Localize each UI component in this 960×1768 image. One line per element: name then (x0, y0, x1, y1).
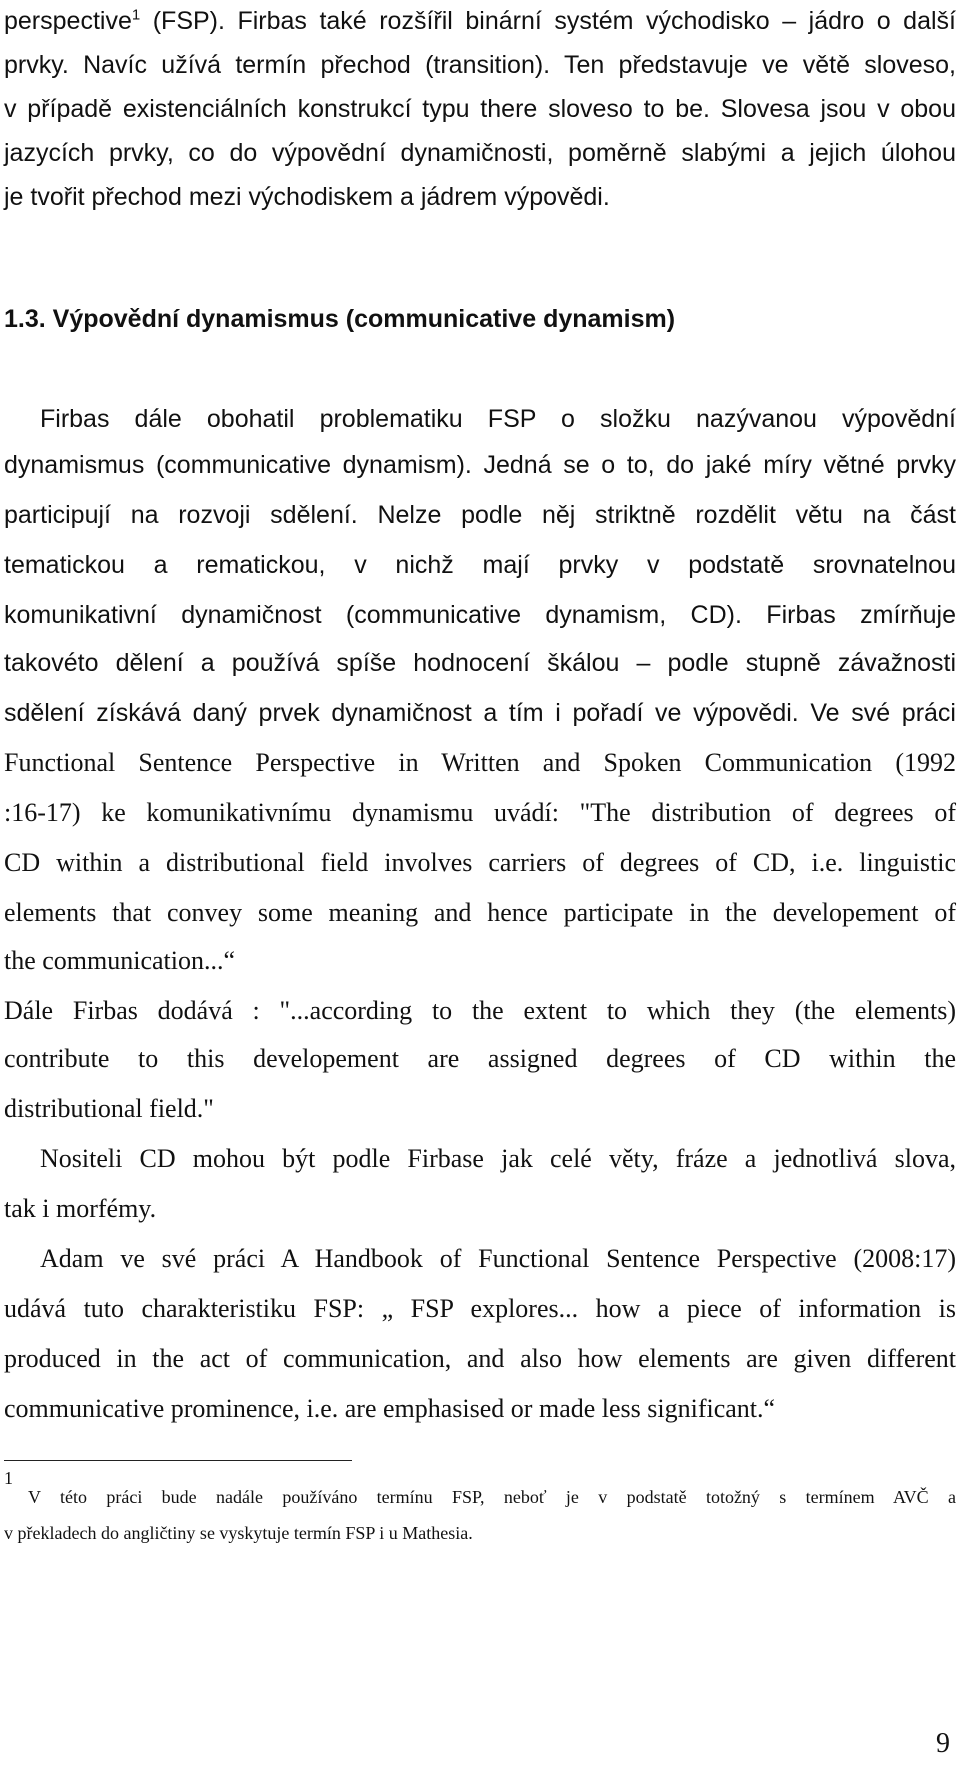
body-line: Nositeli CD mohou být podle Firbase jak celé věty, fráze a jednotlivá slova, (40, 1144, 956, 1173)
section-heading: 1.3. Výpovědní dynamismus (communicative dynamism) (4, 305, 676, 333)
body-line: produced in the act of communication, and also how elements are given different (4, 1344, 956, 1373)
footnote-number: 1 (4, 1468, 13, 1488)
body-line: sdělení získává daný prvek dynamičnost a tím i pořadí ve výpovědi. Ve své práci (4, 699, 956, 727)
body-line: tak i morfémy. (4, 1194, 157, 1223)
footnote-ref: 1 (131, 6, 141, 24)
body-line: v případě existenciálních konstrukcí typu there sloveso to be. Slovesa jsou v obou (4, 95, 956, 123)
footnote-line: V této práci bude nadále používáno termínu FSP, neboť je v podstatě totožný s termínem AVČ a (28, 1487, 956, 1507)
body-line: takovéto dělení a používá spíše hodnocení škálou – podle stupně závažnosti (4, 649, 956, 677)
page-number: 9 (936, 1728, 950, 1759)
body-line: jazycích prvky, co do výpovědní dynamičnosti, poměrně slabými a jejich úlohou (4, 139, 956, 167)
body-line: communicative prominence, i.e. are emphasised or made less significant.“ (4, 1394, 776, 1423)
body-line: udává tuto charakteristiku FSP: „ FSP explores... how a piece of information is (4, 1294, 956, 1323)
body-line: elements that convey some meaning and hence participate in the developement of (4, 898, 956, 927)
body-line: distributional field." (4, 1094, 214, 1123)
footnote-line: v překladech do angličtiny se vyskytuje termín FSP i u Mathesia. (4, 1523, 473, 1543)
body-line: komunikativní dynamičnost (communicative dynamism, CD). Firbas zmírňuje (4, 601, 956, 629)
body-line: Dále Firbas dodává : "...according to the extent to which they (the elements) (4, 996, 956, 1025)
footnote-divider (4, 1460, 352, 1461)
body-line: Adam ve své práci A Handbook of Functional Sentence Perspective (2008:17) (40, 1244, 956, 1273)
body-line: the communication...“ (4, 946, 236, 975)
body-line: perspective$^1$ (FSP). Firbas také rozšířil binární systém východisko – jádro o další (4, 6, 956, 35)
body-line: Functional Sentence Perspective in Written and Spoken Communication (1992 (4, 748, 956, 777)
body-line: tematickou a rematickou, v nichž mají prvky v podstatě srovnatelnou (4, 551, 956, 579)
body-line: participují na rozvoji sdělení. Nelze podle něj striktně rozdělit větu na část (4, 501, 956, 529)
body-line: Firbas dále obohatil problematiku FSP o složku nazývanou výpovědní (40, 405, 956, 433)
body-line: prvky. Navíc užívá termín přechod (transition). Ten představuje ve větě sloveso, (4, 51, 956, 79)
body-line: dynamismus (communicative dynamism). Jedná se o to, do jaké míry větné prvky (4, 451, 956, 479)
body-line: contribute to this developement are assigned degrees of CD within the (4, 1044, 956, 1073)
body-line: je tvořit přechod mezi východiskem a jádrem výpovědi. (4, 183, 610, 211)
body-line: :16-17) ke komunikativnímu dynamismu uvádí: "The distribution of degrees of (4, 798, 956, 827)
body-line: CD within a distributional field involves carriers of degrees of CD, i.e. linguistic (4, 848, 956, 877)
